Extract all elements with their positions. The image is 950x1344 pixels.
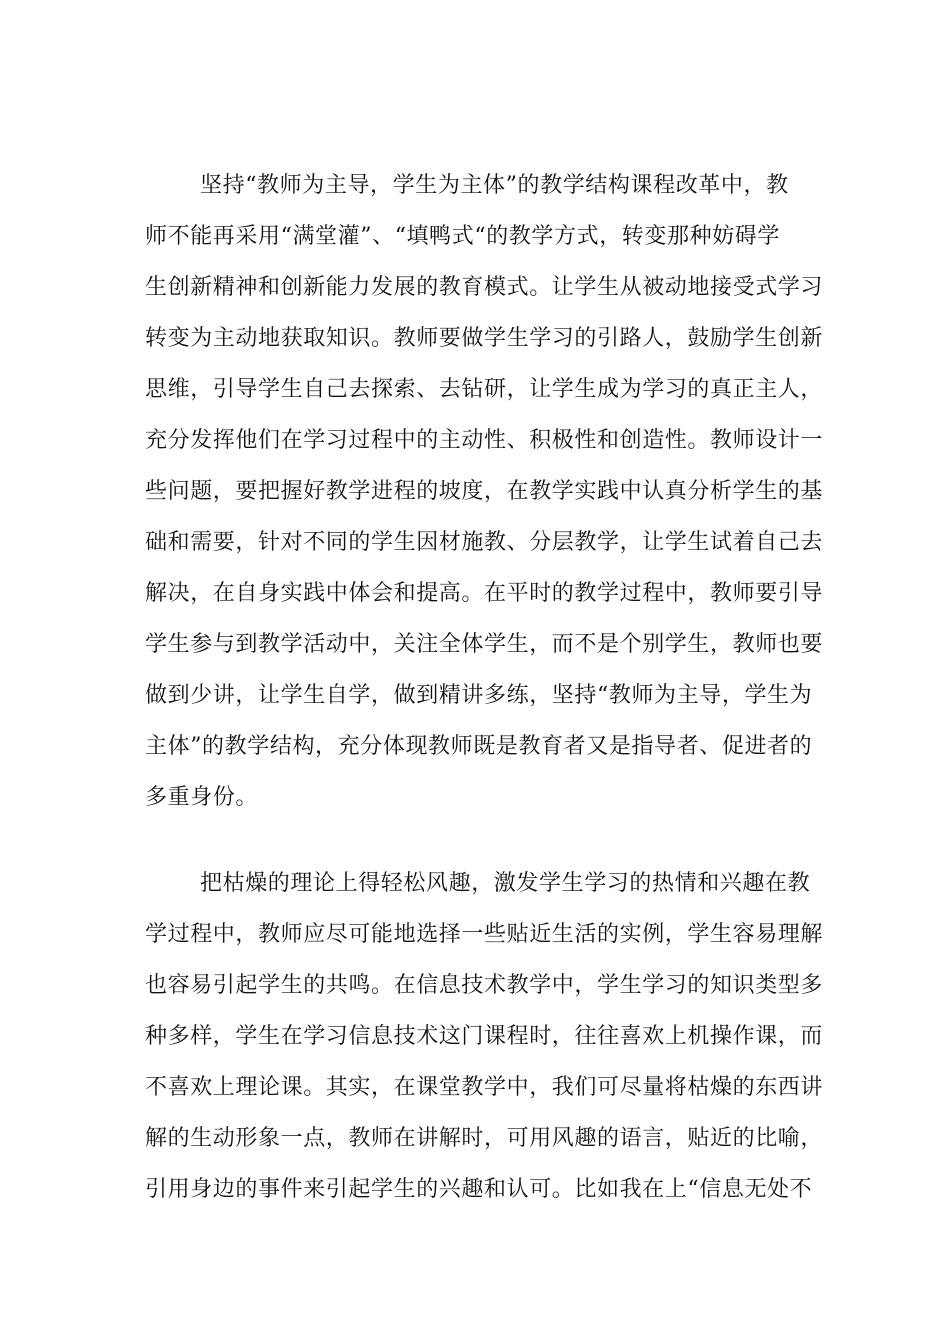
text-line: 把枯燥的理论上得轻松风趣，激发学生学习的热情和兴趣在教 (200, 871, 811, 896)
text-line: 解的生动形象一点，教师在讲解时，可用风趣的语言，贴近的比喻， (145, 1126, 824, 1151)
text-line: 主体”的教学结构，充分体现教师既是教育者又是指导者、促进者的 (145, 734, 813, 759)
text-line: 思维，引导学生自己去探索、去钻研，让学生成为学习的真正主人， (145, 377, 824, 402)
text-line: 坚持“教师为主导，学生为主体”的教学结构课程改革中，教 (200, 173, 789, 198)
text-line: 多重身份。 (145, 785, 259, 810)
text-line: 解决，在自身实践中体会和提高。在平时的教学过程中，教师要引导 (145, 581, 824, 606)
text-line: 充分发挥他们在学习过程中的主动性、积极性和创造性。教师设计一 (145, 428, 824, 453)
text-line: 种多样，学生在学习信息技术这门课程时，往往喜欢上机操作课，而 (145, 1024, 824, 1049)
text-line: 师不能再采用“满堂灌”、“填鸭式“的教学方式，转变那种妨碍学 (145, 224, 780, 249)
text-line: 也容易引起学生的共鸣。在信息技术教学中，学生学习的知识类型多 (145, 973, 824, 998)
text-line: 生创新精神和创新能力发展的教育模式。让学生从被动地接受式学习 (145, 275, 824, 300)
text-line: 础和需要，针对不同的学生因材施教、分层教学，让学生试着自己去 (145, 530, 824, 555)
paragraph-theory-interest (145, 858, 824, 1215)
text-line: 学生参与到教学活动中，关注全体学生，而不是个别学生，教师也要 (145, 632, 824, 657)
text-line: 不喜欢上理论课。其实，在课堂教学中，我们可尽量将枯燥的东西讲 (145, 1075, 824, 1100)
paragraph-teacher-guidance (145, 160, 824, 823)
text-line: 转变为主动地获取知识。教师要做学生学习的引路人，鼓励学生创新 (145, 326, 824, 351)
text-line: 做到少讲，让学生自学，做到精讲多练，坚持“教师为主导，学生为 (145, 683, 813, 708)
text-line: 学过程中，教师应尽可能地选择一些贴近生活的实例，学生容易理解 (145, 922, 824, 947)
text-line: 些问题，要把握好教学进程的坡度，在教学实践中认真分析学生的基 (145, 479, 824, 504)
text-line: 引用身边的事件来引起学生的兴趣和认可。比如我在上“信息无处不 (145, 1177, 813, 1202)
